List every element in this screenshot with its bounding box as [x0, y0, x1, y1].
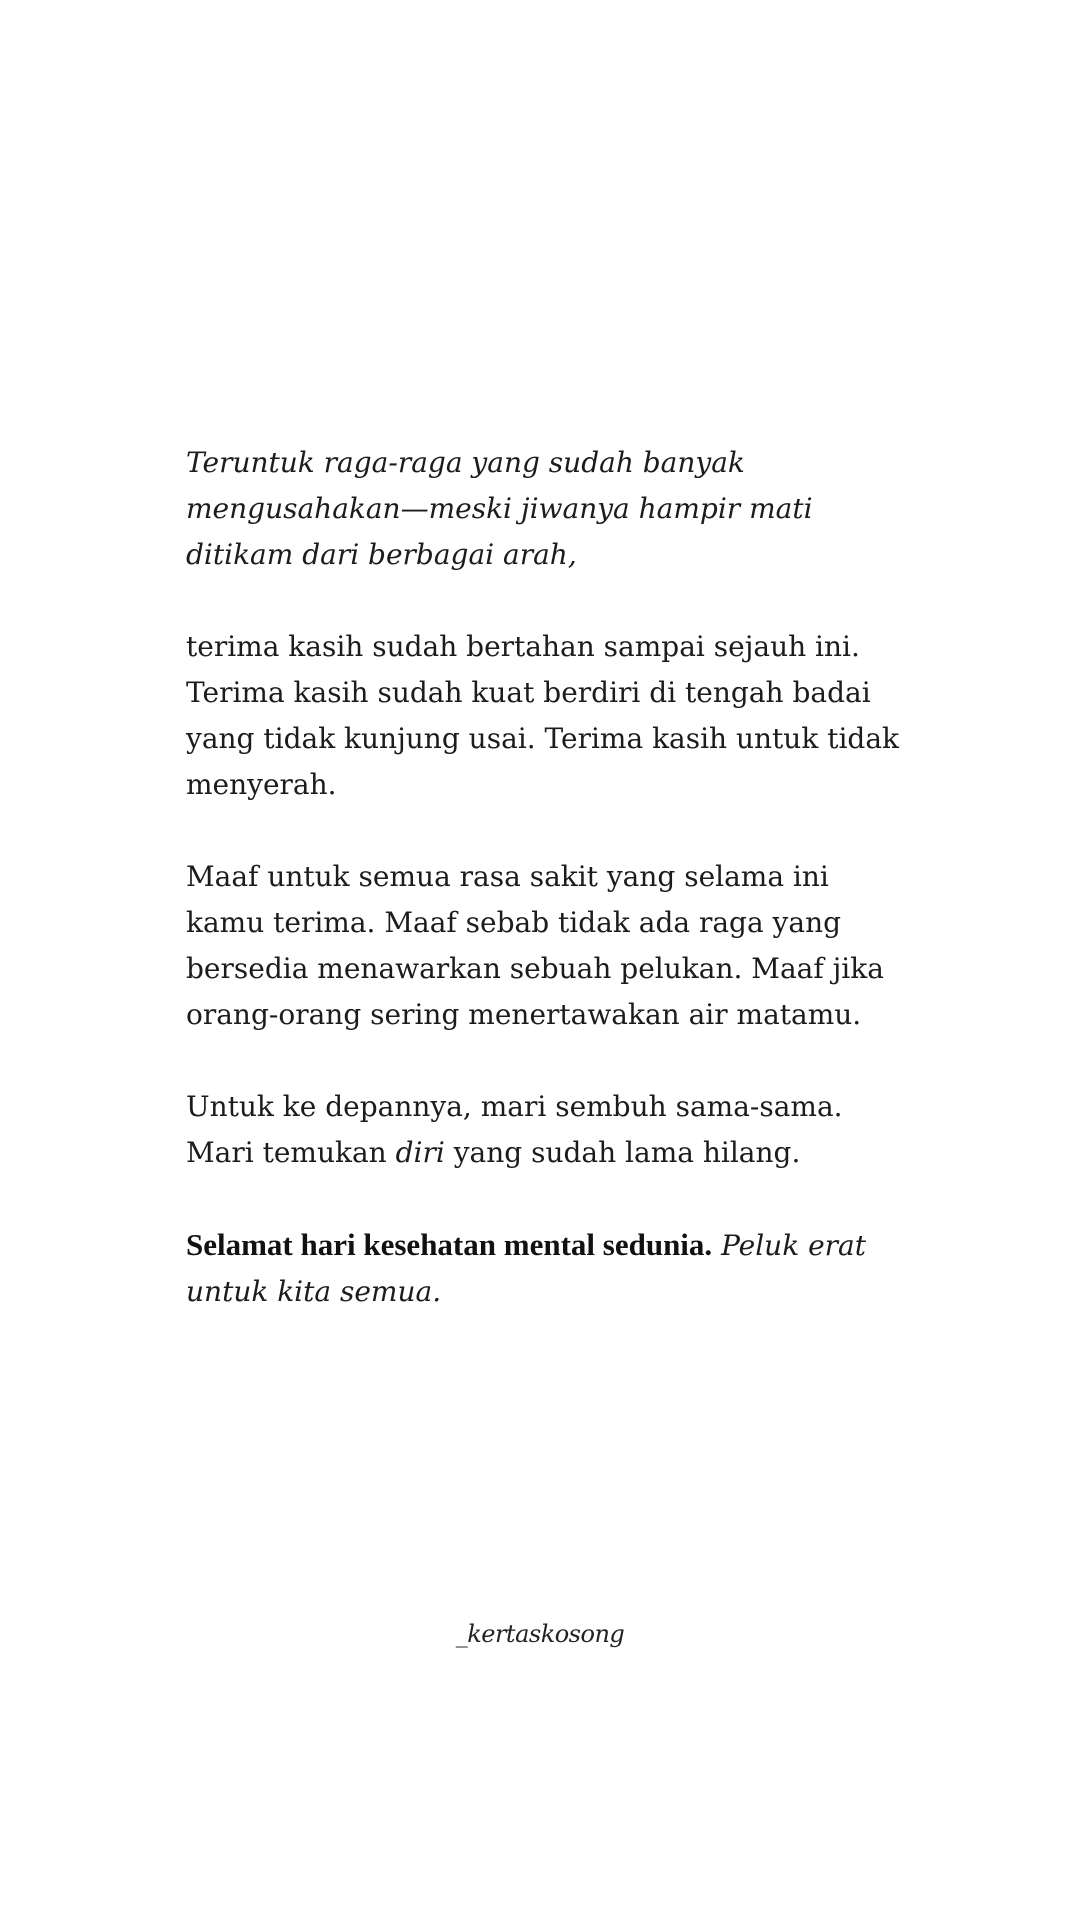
closing-bold-text: Selamat hari kesehatan mental sedunia. — [186, 1227, 713, 1262]
closing-italic-text: Peluk erat untuk kita semua. — [186, 1229, 866, 1308]
thanks-paragraph: terima kasih sudah bertahan sampai sejauh ini. Terima kasih sudah kuat berdiri di tengah badai yang tidak kunjung usai. Terima kasih untuk tidak menyerah. — [186, 630, 900, 801]
poem-body — [186, 440, 906, 1361]
healing-emphasis: diri — [395, 1136, 445, 1169]
dedication-paragraph: Teruntuk raga-raga yang sudah banyak mengusahakan—meski jiwanya hampir mati ditikam dari berbagai arah, — [186, 446, 813, 571]
author-signature: _kertaskosong — [455, 1620, 625, 1648]
closing-paragraph — [186, 1222, 906, 1315]
apology-paragraph: Maaf untuk semua rasa sakit yang selama ini kamu terima. Maaf sebab tidak ada raga yang bersedia menawarkan sebuah pelukan. Maaf jika orang-orang sering menertawakan air matamu. — [186, 860, 884, 1031]
healing-text-after: yang sudah lama hilang. — [444, 1136, 801, 1169]
healing-paragraph — [186, 1084, 906, 1176]
healing-text-before: Untuk ke depannya, mari sembuh sama-sama. Mari temukan — [186, 1090, 843, 1169]
